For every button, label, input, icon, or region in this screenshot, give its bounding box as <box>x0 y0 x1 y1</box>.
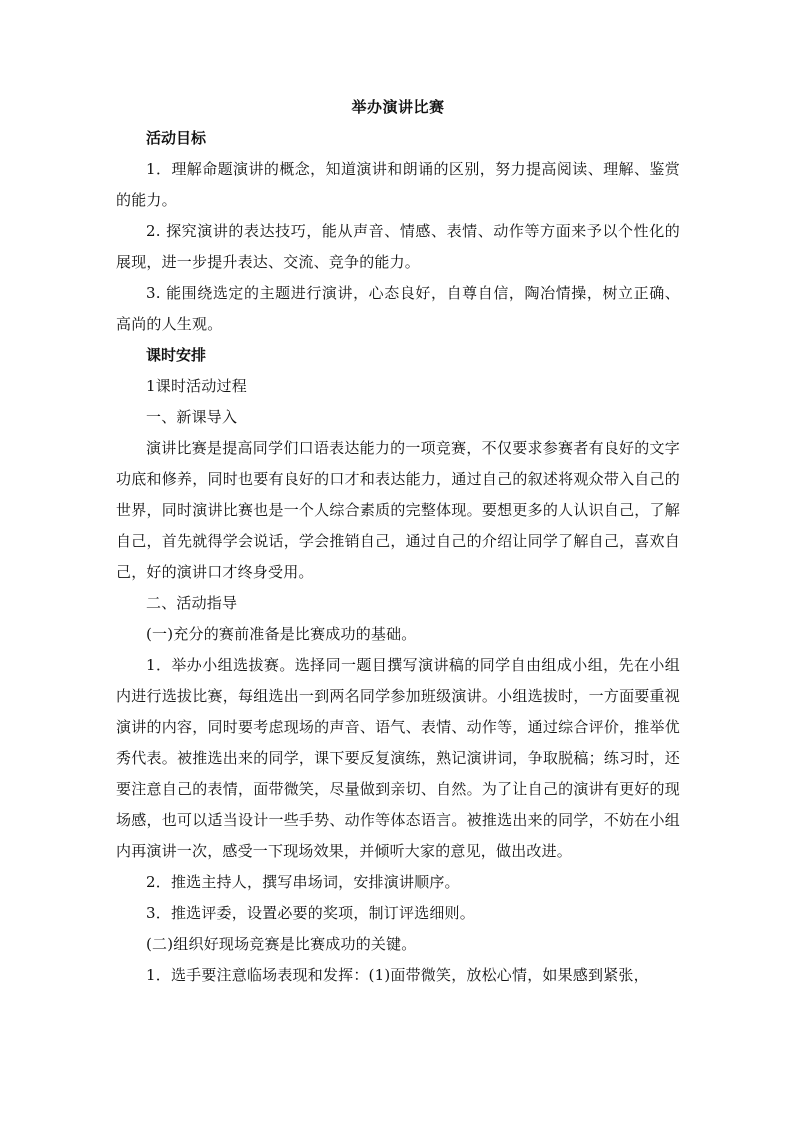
document-title: 举办演讲比赛 <box>351 98 445 116</box>
guide-subheading-1: (一)充分的赛前准备是比赛成功的基础。 <box>146 625 417 643</box>
goal-item-1: 1．理解命题演讲的概念，知道演讲和朗诵的区别，努力提高阅读、理解、鉴赏的能力。 <box>116 160 680 209</box>
document-page <box>116 92 680 991</box>
schedule-text: 1课时活动过程 <box>146 377 247 395</box>
section-heading-goals: 活动目标 <box>146 129 207 147</box>
goal-item-3: 3. 能围绕选定的主题进行演讲，心态良好，自尊自信，陶冶情操，树立正确、高尚的人生观。 <box>116 284 680 333</box>
intro-paragraph: 演讲比赛是提高同学们口语表达能力的一项竞赛，不仅要求参赛者有良好的文字功底和修养，同时也要有良好的口才和表达能力，通过自己的叙述将观众带入自己的世界，同时演讲比赛也是一个人综合素质的完整体现。要想更多的人认识自己，了解自己，首先就得学会说话，学会推销自己，通过自己的介绍让同学了解自己，喜欢自己，好的演讲口才终身受用。 <box>116 439 680 581</box>
section-heading-schedule: 课时安排 <box>146 346 207 364</box>
guide-subheading-2: (二)组织好现场竞赛是比赛成功的关键。 <box>146 935 417 953</box>
guide-item-2: 2．推选主持人，撰写串场词，安排演讲顺序。 <box>146 873 460 891</box>
section-heading-guide: 二、活动指导 <box>146 594 238 612</box>
goal-item-2: 2. 探究演讲的表达技巧，能从声音、情感、表情、动作等方面来予以个性化的展现，进一步提升表达、交流、竞争的能力。 <box>116 222 680 271</box>
guide-item-3: 3．推选评委，设置必要的奖项，制订评选细则。 <box>146 904 475 922</box>
guide-sub2-item-1: 1．选手要注意临场表现和发挥：(1)面带微笑，放松心情，如果感到紧张， <box>146 966 649 984</box>
section-heading-intro: 一、新课导入 <box>146 408 238 426</box>
guide-item-1: 1．举办小组选拔赛。选择同一题目撰写演讲稿的同学自由组成小组，先在小组内进行选拔比赛，每组选出一到两名同学参加班级演讲。小组选拔时，一方面要重视演讲的内容，同时要考虑现场的声音、语气、表情、动作等，通过综合评价，推举优秀代表。被推选出来的同学，课下要反复演练，熟记演讲词，争取脱稿；练习时，还要注意自己的表情，面带微笑，尽量做到亲切、自然。为了让自己的演讲有更好的现场感，也可以适当设计一些手势、动作等体态语言。被推选出来的同学，不妨在小组内再演讲一次，感受一下现场效果，并倾听大家的意见，做出改进。 <box>116 656 680 860</box>
